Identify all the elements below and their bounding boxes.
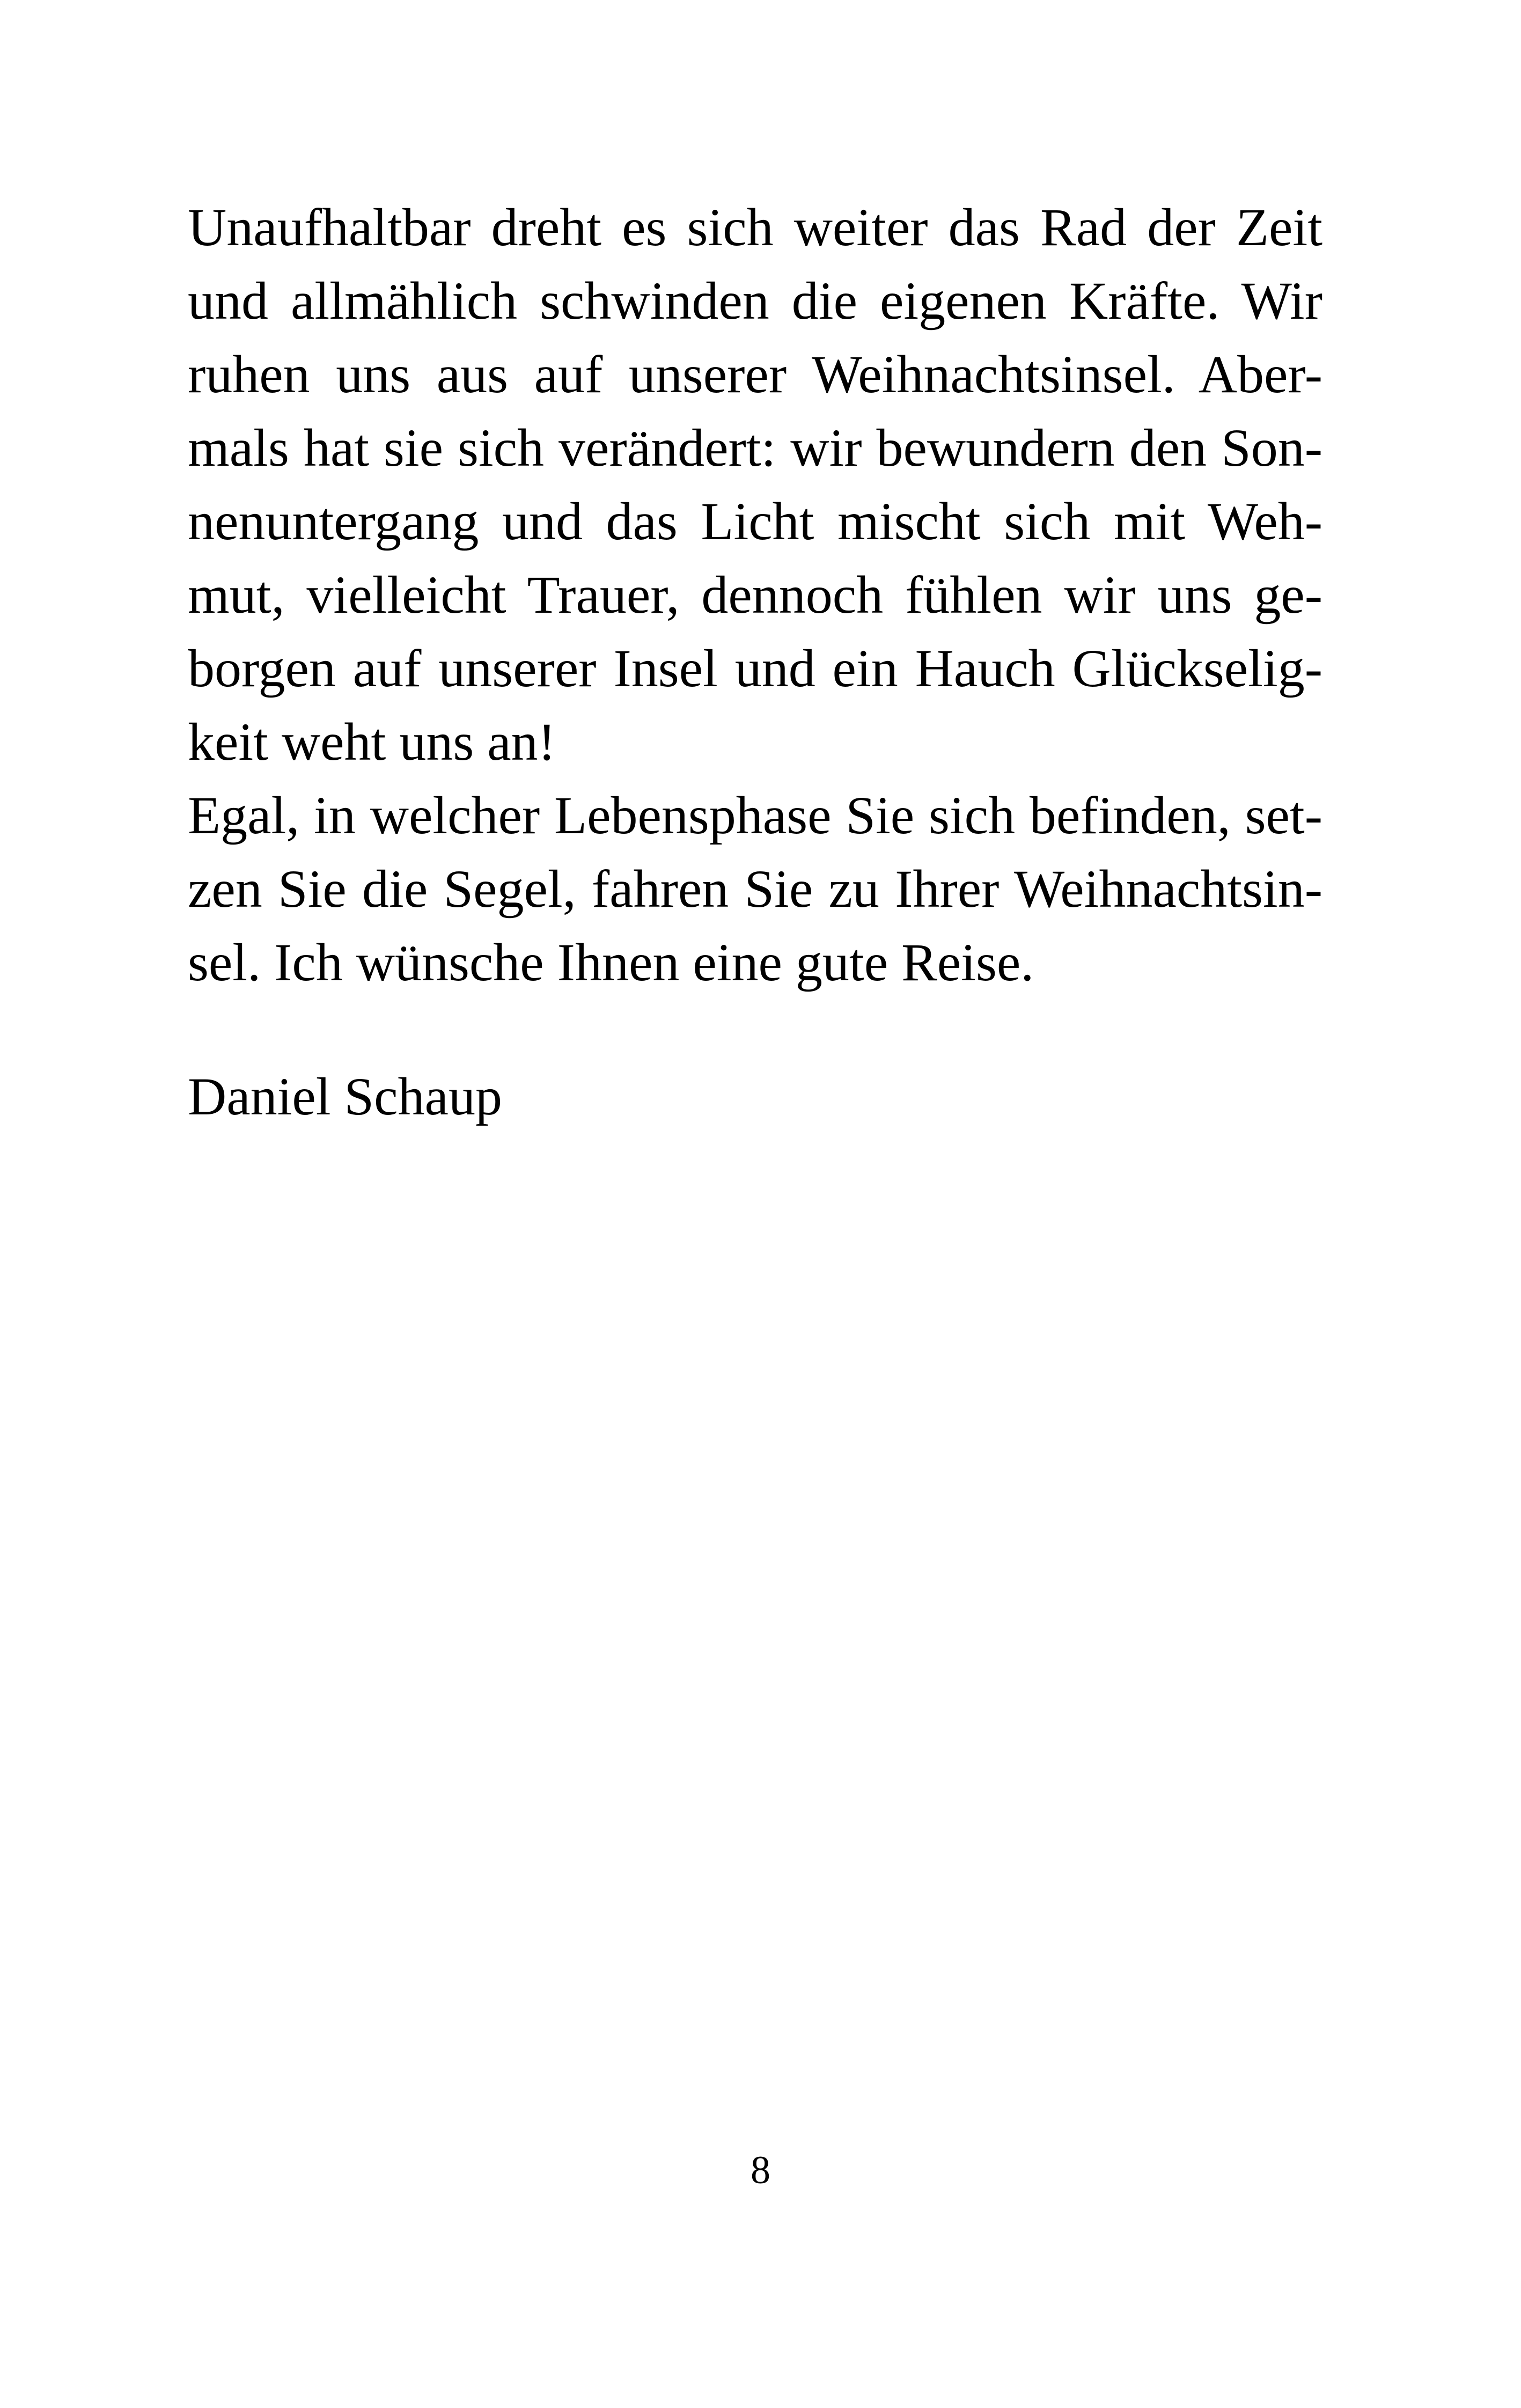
text-line: Unaufhaltbar dreht es sich weiter das Rad der Zeit [188, 197, 1322, 257]
text-line: keit weht uns an! [188, 712, 556, 772]
paragraph-1 [188, 190, 1322, 779]
page-number: 8 [751, 2148, 770, 2192]
text-line: nenuntergang und das Licht mischt sich mit Weh- [188, 491, 1322, 551]
text-line: mut, vielleicht Trauer, dennoch fühlen wir uns ge- [188, 565, 1322, 625]
text-line: ruhen uns aus auf unserer Weihnachtsinsel. Aber- [188, 344, 1322, 404]
text-line: mals hat sie sich verändert: wir bewundern den Son- [188, 418, 1322, 478]
text-line: borgen auf unserer Insel und ein Hauch Glückselig- [188, 638, 1322, 698]
text-line: Egal, in welcher Lebensphase Sie sich befinden, set- [188, 785, 1322, 845]
paragraph-2 [188, 779, 1322, 999]
body-text [188, 190, 1322, 999]
text-line: und allmählich schwinden die eigenen Kräfte. Wir [188, 271, 1322, 331]
author-signature: Daniel Schaup [188, 1067, 502, 1126]
text-line: sel. Ich wünsche Ihnen eine gute Reise. [188, 933, 1034, 992]
text-line: zen Sie die Segel, fahren Sie zu Ihrer Weihnachtsin- [188, 859, 1322, 919]
